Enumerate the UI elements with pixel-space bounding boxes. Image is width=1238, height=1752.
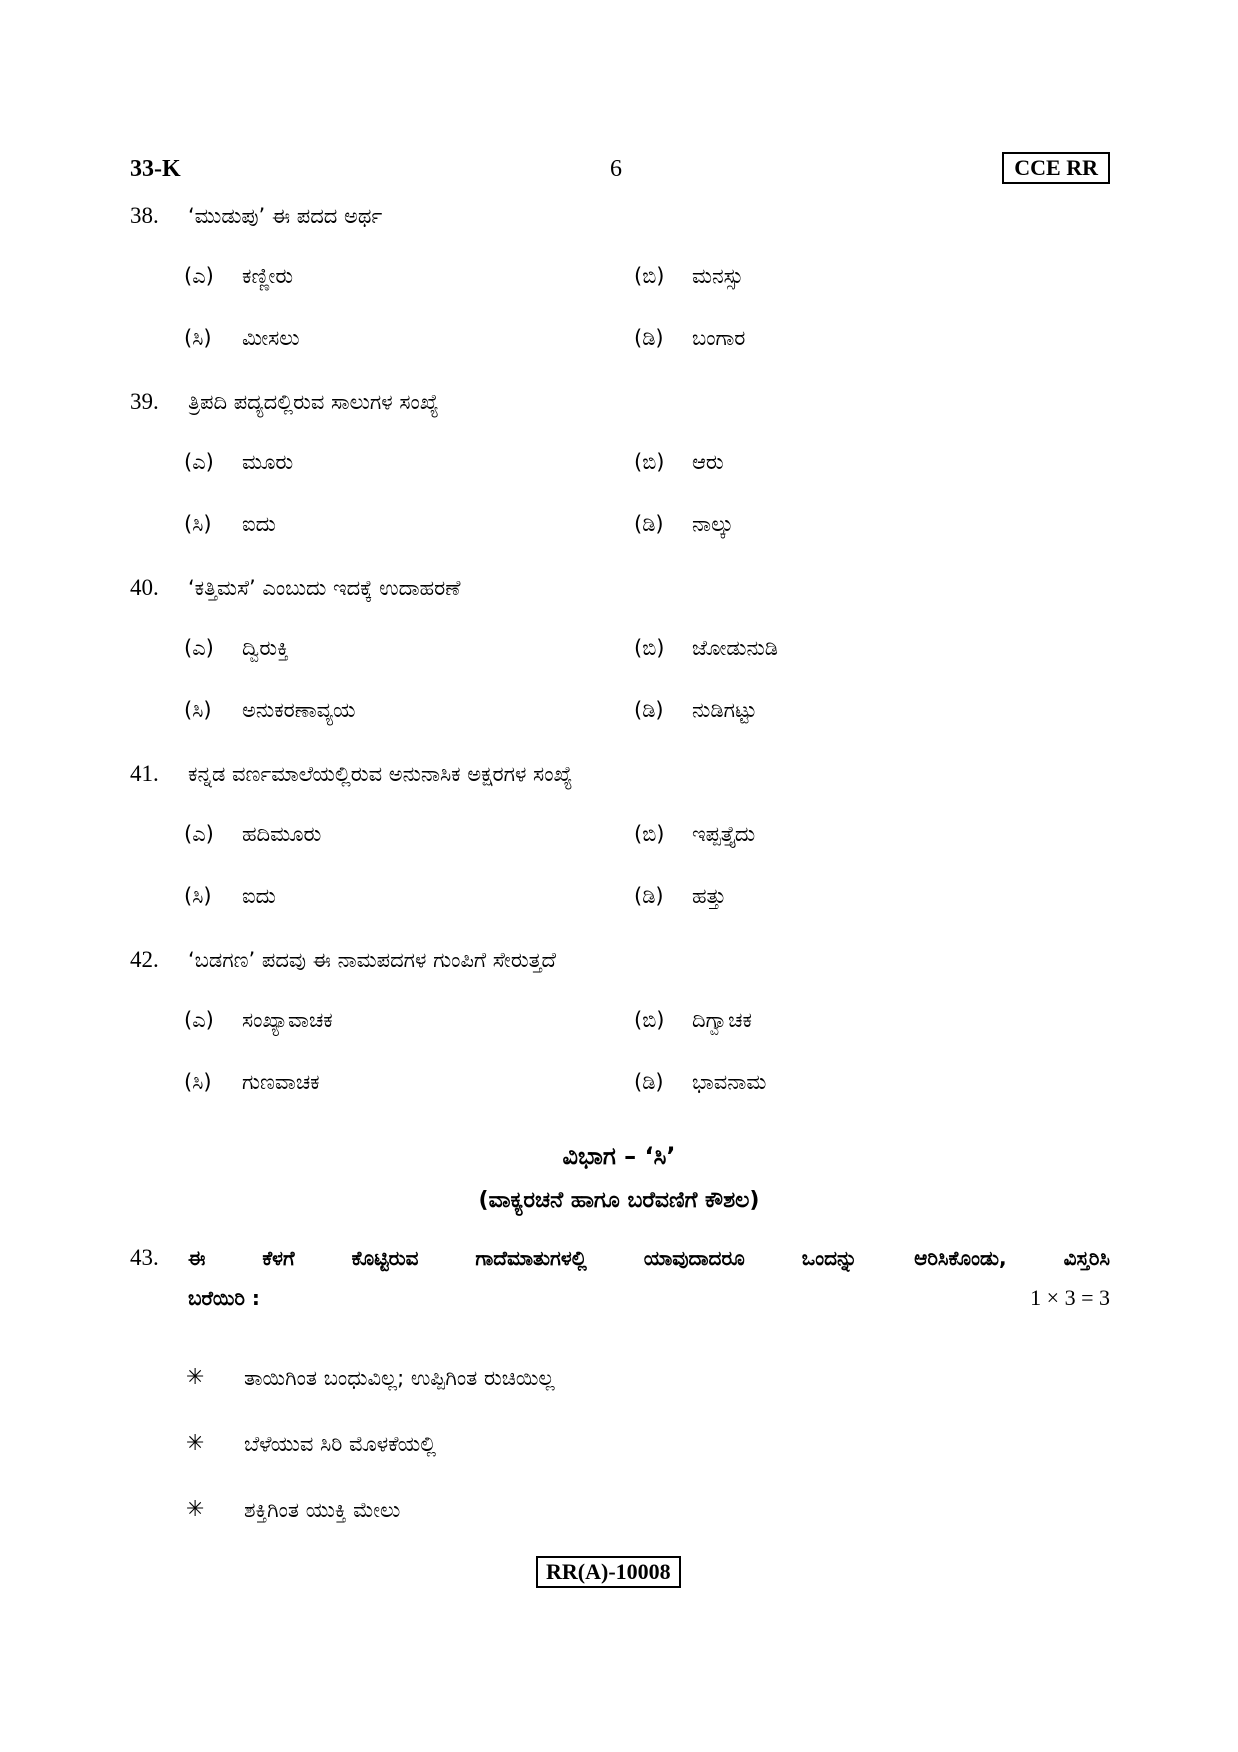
option-label: (ಎ) bbox=[184, 264, 214, 288]
option-label: (ಸಿ) bbox=[184, 698, 212, 722]
option-label: (ಡಿ) bbox=[634, 512, 664, 536]
option-text: ಐದು bbox=[242, 884, 276, 908]
section-subtitle: (ವಾಕ್ಯರಚನೆ ಹಾಗೂ ಬರೆವಣಿಗೆ ಕೌಶಲ) bbox=[478, 1188, 760, 1213]
paper-code: 33-K bbox=[130, 156, 181, 182]
option-c bbox=[184, 1062, 320, 1102]
option-label: (ಸಿ) bbox=[184, 884, 212, 908]
option-text: ಬಂಗಾರ bbox=[692, 326, 746, 350]
option-text: ಹದಿಮೂರು bbox=[242, 822, 322, 846]
option-label: (ಡಿ) bbox=[634, 884, 664, 908]
option-text: ದ್ವಿರುಕ್ತಿ bbox=[242, 636, 289, 660]
page-header bbox=[130, 152, 1110, 192]
option-text: ಗುಣವಾಚಕ bbox=[242, 1070, 320, 1094]
option-text: ಇಪ್ಪತ್ತೈದು bbox=[692, 822, 756, 846]
list-item bbox=[186, 1358, 1086, 1424]
option-label: (ಡಿ) bbox=[634, 326, 664, 350]
proverb-list bbox=[186, 1358, 1086, 1556]
option-label: (ಎ) bbox=[184, 1008, 214, 1032]
asterisk-bullet-icon: ✳ bbox=[186, 1497, 205, 1522]
footer-code-box: RR(A)-10008 bbox=[536, 1556, 681, 1588]
option-c bbox=[184, 504, 276, 544]
option-label: (ಎ) bbox=[184, 822, 214, 846]
question-number: 40. bbox=[130, 575, 159, 600]
option-label: (ಬಿ) bbox=[634, 450, 665, 474]
scheme-code-box: CCE RR bbox=[1002, 152, 1110, 184]
option-text: ನುಡಿಗಟ್ಟು bbox=[692, 698, 757, 722]
option-text: ಐದು bbox=[242, 512, 276, 536]
option-label: (ಸಿ) bbox=[184, 512, 212, 536]
list-item bbox=[186, 1424, 1086, 1490]
question-number: 43. bbox=[130, 1245, 159, 1270]
question-38 bbox=[130, 196, 1110, 380]
option-text: ದಿಗ್ವಾಚಕ bbox=[692, 1008, 752, 1032]
question-text: ತ್ರಿಪದಿ ಪದ್ಯದಲ್ಲಿರುವ ಸಾಲುಗಳ ಸಂಖ್ಯೆ bbox=[188, 390, 439, 414]
question-text: ‘ಮುಡುಪು’ ಈ ಪದದ ಅರ್ಥ bbox=[188, 204, 383, 228]
option-text: ಮೂರು bbox=[242, 450, 294, 474]
question-number: 42. bbox=[130, 947, 159, 972]
option-label: (ಎ) bbox=[184, 450, 214, 474]
option-d bbox=[634, 876, 726, 916]
question-number: 39. bbox=[130, 389, 159, 414]
option-b bbox=[634, 1000, 752, 1040]
asterisk-bullet-icon: ✳ bbox=[186, 1365, 205, 1390]
option-text: ನಾಲ್ಕು bbox=[692, 512, 734, 536]
option-d bbox=[634, 504, 733, 544]
proverb-text: ಬೆಳೆಯುವ ಸಿರಿ ಮೊಳಕೆಯಲ್ಲಿ bbox=[244, 1432, 437, 1456]
option-a bbox=[184, 628, 289, 668]
option-b bbox=[634, 814, 755, 854]
option-text: ಆರು bbox=[692, 450, 724, 474]
option-text: ಭಾವನಾಮ bbox=[692, 1070, 767, 1094]
question-text: ‘ಬಡಗಣ’ ಪದವು ಈ ನಾಮಪದಗಳ ಗುಂಪಿಗೆ ಸೇರುತ್ತದೆ bbox=[188, 948, 556, 972]
marks-allocation: 1 × 3 = 3 bbox=[1030, 1285, 1110, 1310]
proverb-text: ಶಕ್ತಿಗಿಂತ ಯುಕ್ತಿ ಮೇಲು bbox=[244, 1498, 401, 1522]
proverb-text: ತಾಯಿಗಿಂತ ಬಂಧುವಿಲ್ಲ; ಉಪ್ಪಿಗಿಂತ ರುಚಿಯಿಲ್ಲ bbox=[244, 1366, 555, 1390]
option-d bbox=[634, 318, 745, 358]
option-label: (ಸಿ) bbox=[184, 326, 212, 350]
asterisk-bullet-icon: ✳ bbox=[186, 1431, 205, 1456]
question-text: ‘ಕತ್ತಿಮಸೆ’ ಎಂಬುದು ಇದಕ್ಕೆ ಉದಾಹರಣೆ bbox=[188, 576, 461, 600]
option-c bbox=[184, 318, 300, 358]
option-d bbox=[634, 1062, 766, 1102]
option-a bbox=[184, 1000, 333, 1040]
option-label: (ಬಿ) bbox=[634, 264, 665, 288]
option-c bbox=[184, 876, 276, 916]
option-label: (ಬಿ) bbox=[634, 636, 665, 660]
question-number: 38. bbox=[130, 203, 159, 228]
option-text: ಸಂಖ್ಯಾವಾಚಕ bbox=[242, 1008, 333, 1032]
option-b bbox=[634, 256, 744, 296]
option-a bbox=[184, 256, 293, 296]
question-text-line-2: ಬರೆಯಿರಿ : bbox=[188, 1286, 260, 1310]
option-text: ಅನುಕರಣಾವ್ಯಯ bbox=[242, 698, 356, 722]
option-label: (ಸಿ) bbox=[184, 1070, 212, 1094]
option-text: ಜೋಡುನುಡಿ bbox=[692, 636, 779, 660]
page-number: 6 bbox=[610, 156, 622, 182]
option-d bbox=[634, 690, 757, 730]
option-a bbox=[184, 442, 293, 482]
option-b bbox=[634, 628, 778, 668]
question-text: ಕನ್ನಡ ವರ್ಣಮಾಲೆಯಲ್ಲಿರುವ ಅನುನಾಸಿಕ ಅಕ್ಷರಗಳ ಸಂಖ್ಯೆ bbox=[188, 762, 573, 786]
option-label: (ಡಿ) bbox=[634, 1070, 664, 1094]
option-label: (ಬಿ) bbox=[634, 822, 665, 846]
question-41 bbox=[130, 754, 1110, 938]
question-40 bbox=[130, 568, 1110, 752]
option-text: ಹತ್ತು bbox=[692, 884, 727, 908]
option-text: ಮನಸ್ಸು bbox=[692, 264, 744, 288]
option-b bbox=[634, 442, 724, 482]
question-text-line-1: ಈ ಕೆಳಗೆ ಕೊಟ್ಟಿರುವ ಗಾದೆಮಾತುಗಳಲ್ಲಿ ಯಾವುದಾದರೂ ಒಂದನ್ನು ಆರಿಸಿಕೊಂಡು, ವಿಸ್ತರಿಸಿ bbox=[188, 1246, 1110, 1270]
option-label: (ಡಿ) bbox=[634, 698, 664, 722]
option-c bbox=[184, 690, 355, 730]
question-number: 41. bbox=[130, 761, 159, 786]
question-39 bbox=[130, 382, 1110, 566]
option-a bbox=[184, 814, 321, 854]
section-title: ವಿಭಾಗ – ‘ಸಿ’ bbox=[562, 1142, 676, 1170]
option-label: (ಎ) bbox=[184, 636, 214, 660]
option-text: ಮೀಸಲು bbox=[242, 326, 300, 350]
list-item bbox=[186, 1490, 1086, 1556]
option-text: ಕಣ್ಣೀರು bbox=[242, 264, 294, 288]
option-label: (ಬಿ) bbox=[634, 1008, 665, 1032]
question-42 bbox=[130, 940, 1110, 1124]
